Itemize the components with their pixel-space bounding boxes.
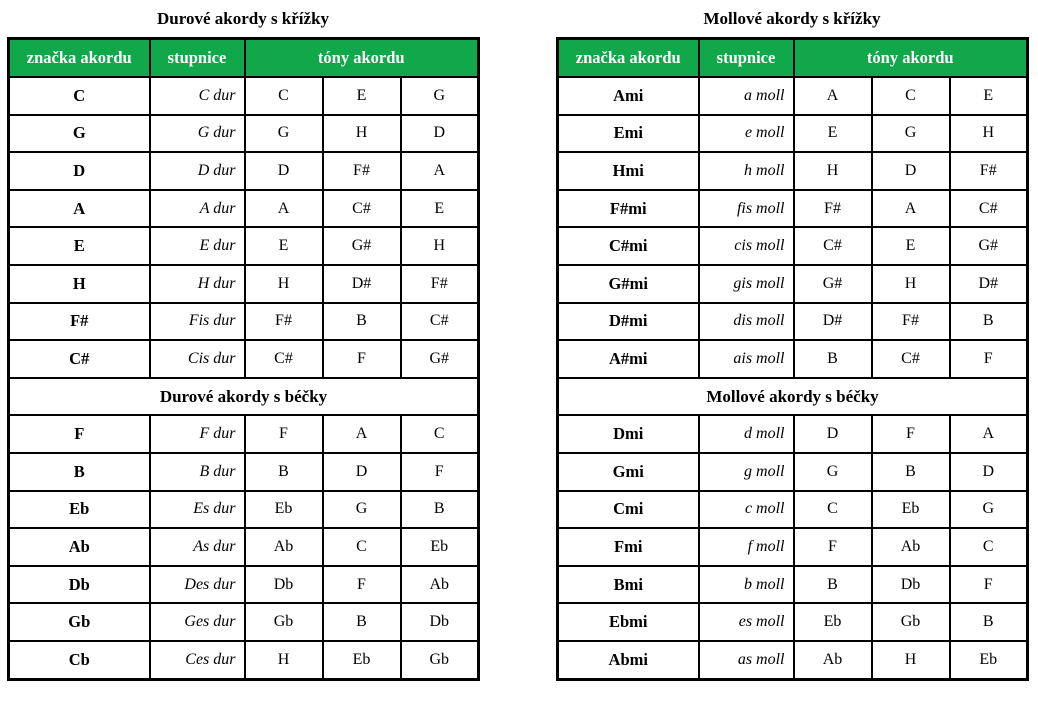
chord-tone: D [872,152,950,190]
chord-tone: C [872,77,950,115]
chord-symbol: Gb [9,603,150,641]
chord-symbol: Cb [9,641,150,679]
chord-tone: Eb [794,603,872,641]
chord-symbol: A [9,190,150,228]
chord-symbol: D#mi [558,303,699,341]
table-row [9,491,479,529]
chord-tone: C [950,528,1028,566]
chord-tone: H [872,641,950,679]
table-row [558,528,1028,566]
chord-symbol: D [9,152,150,190]
chord-tone: F# [794,190,872,228]
scale-name: e moll [699,115,794,153]
chord-symbol: Db [9,566,150,604]
chord-tone: F [872,415,950,453]
chord-symbol: H [9,265,150,303]
table-row [558,265,1028,303]
scale-name: H dur [150,265,245,303]
chord-tone: B [872,453,950,491]
chord-tone: F [950,340,1028,378]
scale-name: d moll [699,415,794,453]
scale-name: ais moll [699,340,794,378]
chord-tone: C# [401,303,479,341]
chord-symbol: A#mi [558,340,699,378]
chord-symbol: Ab [9,528,150,566]
chord-symbol: Gmi [558,453,699,491]
chord-symbol: Emi [558,115,699,153]
scale-name: fis moll [699,190,794,228]
chord-tone: Eb [872,491,950,529]
chord-tone: H [401,227,479,265]
chord-tone: D# [950,265,1028,303]
header-tones: tóny akordu [245,39,479,78]
table-row [558,152,1028,190]
chord-symbol: F#mi [558,190,699,228]
chord-tone: Ab [245,528,323,566]
major-chords-table [7,37,480,681]
scale-name: Cis dur [150,340,245,378]
minor-sharps-title: Mollové akordy s křížky [703,9,881,28]
scale-name: C dur [150,77,245,115]
chord-tone: G# [950,227,1028,265]
chord-symbol: Dmi [558,415,699,453]
chord-tone: G [794,453,872,491]
chord-tone: E [872,227,950,265]
chord-tone: F [401,453,479,491]
chord-tone: A [950,415,1028,453]
header-scale: stupnice [150,39,245,78]
table-row [558,340,1028,378]
minor-flats-rows [558,415,1028,679]
chord-tone: Eb [401,528,479,566]
chord-tone: C# [794,227,872,265]
table-row [9,303,479,341]
scale-name: D dur [150,152,245,190]
table-row [9,77,479,115]
table-row [9,415,479,453]
chord-tone: D [323,453,401,491]
chord-tone: G# [323,227,401,265]
chord-symbol: Bmi [558,566,699,604]
table-row [9,265,479,303]
chord-tone: Gb [245,603,323,641]
chord-tone: C [323,528,401,566]
header-symbol: značka akordu [558,39,699,78]
chord-symbol: Ami [558,77,699,115]
chord-tone: C# [950,190,1028,228]
table-row [9,190,479,228]
chord-tone: Ab [401,566,479,604]
table-row [558,190,1028,228]
chord-tone: Eb [323,641,401,679]
scale-name: Es dur [150,491,245,529]
chord-symbol: Hmi [558,152,699,190]
chord-tone: B [950,603,1028,641]
scale-name: a moll [699,77,794,115]
chord-tone: F# [323,152,401,190]
scale-name: es moll [699,603,794,641]
scale-name: As dur [150,528,245,566]
chord-symbol: Cmi [558,491,699,529]
header-symbol: značka akordu [9,39,150,78]
table-row [558,566,1028,604]
subtitle-row [558,378,1028,416]
chord-tone: G [245,115,323,153]
major-sharps-rows [9,77,479,378]
table-row [558,115,1028,153]
scale-name: b moll [699,566,794,604]
table-row [558,415,1028,453]
chord-tone: G# [794,265,872,303]
chord-symbol: C [9,77,150,115]
chord-tone: H [872,265,950,303]
chord-tone: G# [401,340,479,378]
chord-symbol: Fmi [558,528,699,566]
chord-tone: E [401,190,479,228]
chord-tone: E [950,77,1028,115]
chord-tone: Db [245,566,323,604]
chord-tone: A [794,77,872,115]
chord-tone: D [794,415,872,453]
chord-tone: B [323,603,401,641]
chord-tone: A [323,415,401,453]
chord-tone: E [323,77,401,115]
chord-tone: Ab [872,528,950,566]
chord-symbol: Abmi [558,641,699,679]
chord-tone: H [245,265,323,303]
minor-chords-table [556,37,1029,681]
chord-tone: E [245,227,323,265]
table-row [558,491,1028,529]
minor-sharps-rows [558,77,1028,378]
chord-tone: C [245,77,323,115]
chord-tone: C# [245,340,323,378]
chord-tone: A [872,190,950,228]
table-row [9,340,479,378]
table-row [558,227,1028,265]
chord-tone: H [323,115,401,153]
chord-symbol: Ebmi [558,603,699,641]
scale-name: f moll [699,528,794,566]
chord-tone: C [794,491,872,529]
chord-tone: C# [872,340,950,378]
table-row [9,603,479,641]
table-row [558,77,1028,115]
chord-tone: F [323,340,401,378]
chord-tone: H [794,152,872,190]
scale-name: cis moll [699,227,794,265]
chord-tone: F [794,528,872,566]
chord-tone: B [794,340,872,378]
chord-tone: B [950,303,1028,341]
table-row [558,603,1028,641]
chord-tone: D# [794,303,872,341]
chord-tone: B [794,566,872,604]
chord-symbol: G [9,115,150,153]
chord-tone: B [245,453,323,491]
scale-name: B dur [150,453,245,491]
chord-tone: F [323,566,401,604]
scale-name: E dur [150,227,245,265]
chord-tone: G [872,115,950,153]
table-row [558,303,1028,341]
chord-tone: Db [401,603,479,641]
chord-tone: Ab [794,641,872,679]
chord-tone: D# [323,265,401,303]
chord-tone: B [401,491,479,529]
table-row [9,227,479,265]
chord-symbol: Eb [9,491,150,529]
table-row [9,641,479,679]
scale-name: Des dur [150,566,245,604]
chord-symbol: C#mi [558,227,699,265]
scale-name: Ges dur [150,603,245,641]
scale-name: A dur [150,190,245,228]
table-row [9,152,479,190]
table-row [9,528,479,566]
scale-name: gis moll [699,265,794,303]
chord-tone: C# [323,190,401,228]
chord-tone: F# [245,303,323,341]
chord-symbol: C# [9,340,150,378]
chord-tone: F [245,415,323,453]
table-header-row [9,39,479,78]
chord-tone: D [245,152,323,190]
chord-symbol: F# [9,303,150,341]
scale-name: G dur [150,115,245,153]
chord-tone: F [950,566,1028,604]
chord-tone: Gb [872,603,950,641]
chord-tone: A [245,190,323,228]
table-row [558,453,1028,491]
major-flats-title: Durové akordy s béčky [9,378,479,416]
chord-tone: H [245,641,323,679]
scale-name: Fis dur [150,303,245,341]
chord-tone: F# [872,303,950,341]
chord-symbol: F [9,415,150,453]
scale-name: dis moll [699,303,794,341]
chord-tone: G [950,491,1028,529]
header-tones: tóny akordu [794,39,1028,78]
scale-name: h moll [699,152,794,190]
chord-tone: D [950,453,1028,491]
table-row [9,115,479,153]
major-flats-rows [9,415,479,679]
chord-tone: Eb [245,491,323,529]
major-chords-block [7,0,479,681]
table-row [9,566,479,604]
chord-symbol: G#mi [558,265,699,303]
chord-tone: E [794,115,872,153]
chord-tone: Eb [950,641,1028,679]
chord-symbol: E [9,227,150,265]
chord-tone: F# [401,265,479,303]
scale-name: c moll [699,491,794,529]
chord-tone: H [950,115,1028,153]
chord-tone: F# [950,152,1028,190]
table-header-row [558,39,1028,78]
minor-flats-title: Mollové akordy s béčky [558,378,1028,416]
chord-tone: G [323,491,401,529]
scale-name: g moll [699,453,794,491]
scale-name: F dur [150,415,245,453]
chord-tone: G [401,77,479,115]
chord-tone: D [401,115,479,153]
chord-symbol: B [9,453,150,491]
chord-tone: C [401,415,479,453]
chord-tone: B [323,303,401,341]
subtitle-row [9,378,479,416]
header-scale: stupnice [699,39,794,78]
table-row [9,453,479,491]
minor-chords-block [556,0,1028,681]
scale-name: as moll [699,641,794,679]
chord-tone: Db [872,566,950,604]
chord-tone: Gb [401,641,479,679]
major-sharps-title: Durové akordy s křížky [156,9,330,28]
table-row [558,641,1028,679]
scale-name: Ces dur [150,641,245,679]
chord-tone: A [401,152,479,190]
